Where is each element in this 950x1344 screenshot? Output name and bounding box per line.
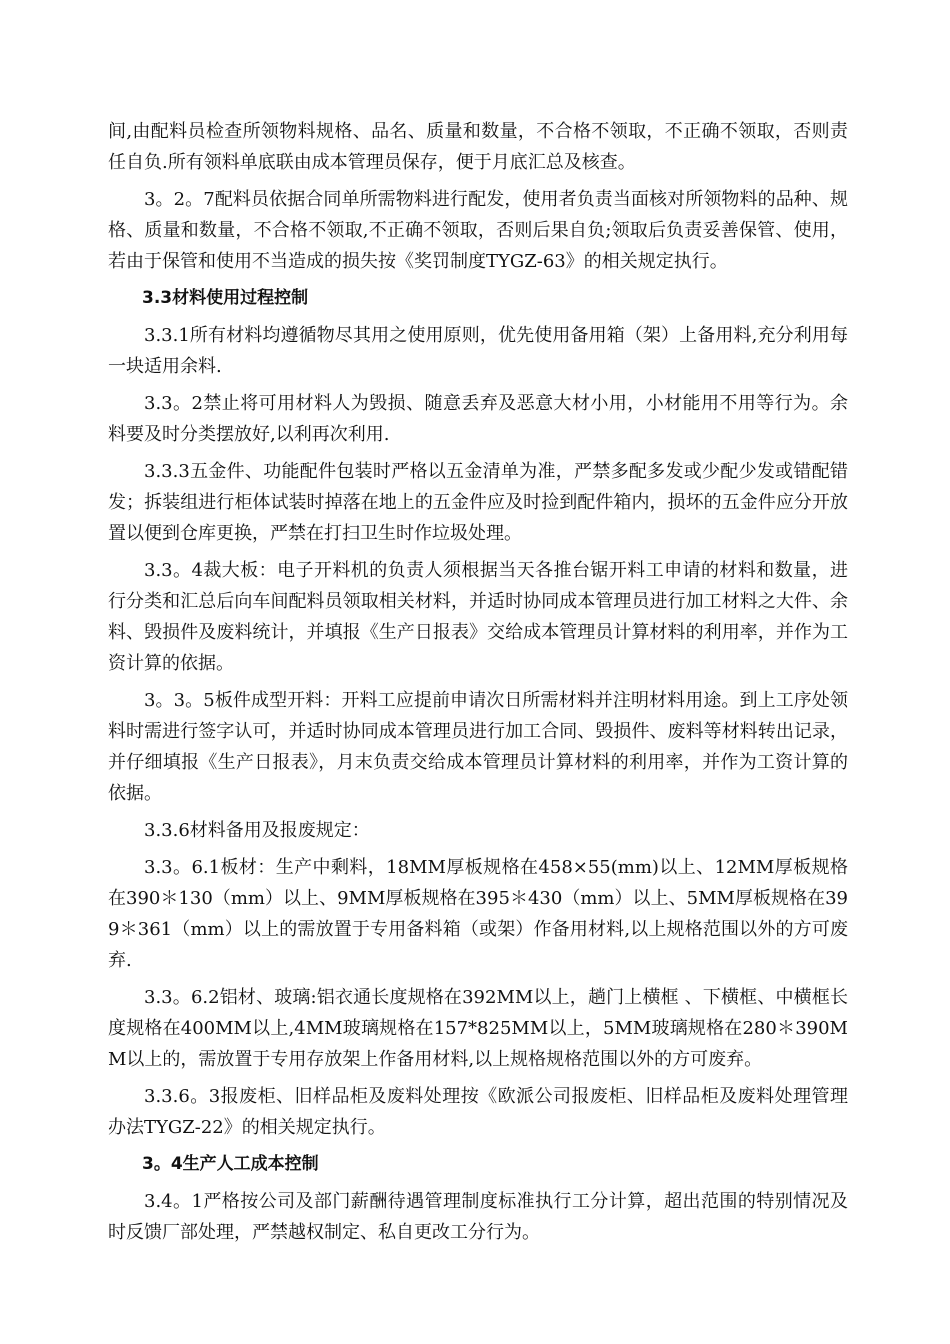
section-heading-3-3: 3.3材料使用过程控制 — [142, 288, 309, 308]
paragraph-3-3-1: 3.3.1所有材料均遵循物尽其用之使用原则，优先使用备用箱（架）上备用料,充分利用每一块适用余料. — [108, 325, 848, 377]
paragraph-3-4-1: 3.4。1严格按公司及部门薪酬待遇管理制度标准执行工分计算，超出范围的特别情况及时反馈厂部处理，严禁越权制定、私自更改工分行为。 — [108, 1191, 848, 1243]
paragraph-3-2-6-continued: 间,由配料员检查所领物料规格、品名、质量和数量，不合格不领取，不正确不领取，否则责任自负.所有领料单底联由成本管理员保存，便于月底汇总及核查。 — [108, 121, 848, 173]
paragraph-3-3-6-1: 3.3。6.1板材：生产中剩料，18MM厚板规格在458×55(mm)以上、12MM厚板规格在390＊130（mm）以上、9MM厚板规格在395＊430（mm）以上、5MM厚板规格在399＊361（mm）以上的需放置于专用备料箱（或架）作备用材料,以上规格范围以外的方可废弃. — [108, 857, 848, 971]
paragraph-3-3-6: 3.3.6材料备用及报废规定： — [144, 820, 370, 841]
paragraph-3-3-5: 3。3。5板件成型开料：开料工应提前申请次日所需材料并注明材料用途。到上工序处领料时需进行签字认可，并适时协同成本管理员进行加工合同、毁损件、废料等材料转出记录，并仔细填报《生产日报表》，月末负责交给成本管理员计算材料的利用率，并作为工资计算的依据。 — [108, 690, 848, 804]
paragraph-3-3-6-3: 3.3.6。3报废柜、旧样品柜及废料处理按《欧派公司报废柜、旧样品柜及废料处理管理办法TYGZ-22》的相关规定执行。 — [108, 1086, 848, 1138]
paragraph-3-2-7: 3。2。7配料员依据合同单所需物料进行配发，使用者负责当面核对所领物料的品种、规格、质量和数量，不合格不领取,不正确不领取，否则后果自负;领取后负责妥善保管、使用，若由于保管和使用不当造成的损失按《奖罚制度TYGZ-63》的相关规定执行。 — [108, 189, 848, 272]
paragraph-3-3-4: 3.3。4裁大板：电子开料机的负责人须根据当天各推台锯开料工申请的材料和数量，进行分类和汇总后向车间配料员领取相关材料，并适时协同成本管理员进行加工材料之大件、余料、毁损件及废料统计，并填报《生产日报表》交给成本管理员计算材料的利用率，并作为工资计算的依据。 — [108, 560, 848, 674]
paragraph-3-3-2: 3.3。2禁止将可用材料人为毁损、随意丢弃及恶意大材小用，小材能用不用等行为。余料要及时分类摆放好,以利再次利用. — [108, 393, 848, 445]
paragraph-3-3-6-2: 3.3。6.2铝材、玻璃:铝衣通长度规格在392MM以上，趟门上横框 、下横框、中横框长度规格在400MM以上,4MM玻璃规格在157*825MM以上，5MM玻璃规格在280＊390MM以上的，需放置于专用存放架上作备用材料,以上规格规格范围以外的方可废弃。 — [108, 987, 848, 1070]
paragraph-3-3-3: 3.3.3五金件、功能配件包装时严格以五金清单为准，严禁多配多发或少配少发或错配错发；拆装组进行柜体试装时掉落在地上的五金件应及时捡到配件箱内，损坏的五金件应分开放置以便到仓库更换，严禁在打扫卫生时作垃圾处理。 — [108, 461, 848, 544]
document-body — [108, 116, 848, 1254]
section-heading-3-4: 3。4生产人工成本控制 — [142, 1154, 319, 1174]
